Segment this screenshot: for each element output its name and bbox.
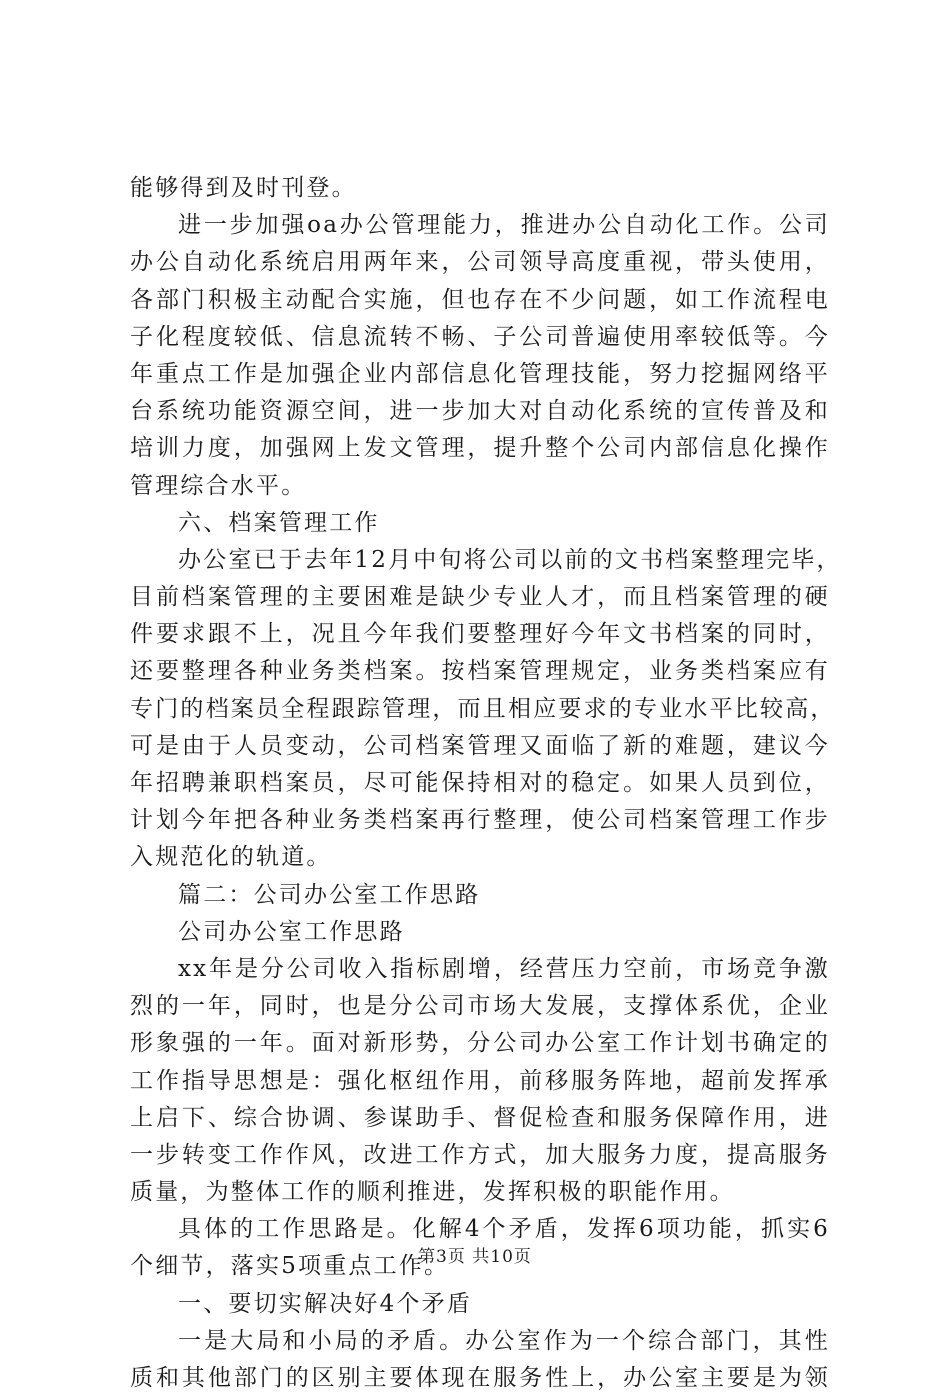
text-line: 入规范化的轨道。 — [130, 844, 332, 871]
text-line: 子化程度较低、信息流转不畅、子公司普遍使用率较低等。今 — [130, 323, 830, 350]
text-line: 年招聘兼职档案员，尽可能保持相对的稳定。如果人员到位， — [130, 770, 830, 796]
text-line: 六、档案管理工作 — [178, 509, 380, 536]
text-line: 一步转变工作作风，改进工作方式，加大服务力度，提高服务 — [130, 1141, 830, 1168]
text-line: 年重点工作是加强企业内部信息化管理技能，努力挖掘网络平 — [130, 360, 830, 387]
text-line: 上启下、综合协调、参谋助手、督促检查和服务保障作用，进 — [130, 1104, 830, 1131]
text-line: 计划今年把各种业务类档案再行整理，使公司档案管理工作步 — [130, 807, 830, 834]
text-line: 公司办公室工作思路 — [178, 918, 405, 945]
text-line: 台系统功能资源空间，进一步加大对自动化系统的宣传普及和 — [130, 398, 830, 425]
text-line: 个细节，落实5项重点工作。 — [130, 1253, 450, 1280]
text-line: 件要求跟不上，况且今年我们要整理好今年文书档案的同时， — [130, 621, 830, 648]
text-line: 质量，为整体工作的顺利推进，发挥积极的职能作用。 — [130, 1179, 735, 1206]
text-line: 可是由于人员变动，公司档案管理又面临了新的难题，建议今 — [130, 732, 830, 759]
text-line: 一、要切实解决好4个矛盾 — [178, 1290, 473, 1317]
text-line: 烈的一年，同时，也是分公司市场大发展，支撑体系优，企业 — [130, 993, 830, 1020]
text-line: 各部门积极主动配合实施，但也存在不少问题，如工作流程电 — [130, 286, 830, 313]
text-line: 具体的工作思路是。化解4个矛盾，发挥6项功能，抓实6 — [178, 1216, 830, 1243]
text-line: 工作指导思想是：强化枢纽作用，前移服务阵地，超前发挥承 — [130, 1067, 830, 1094]
text-line: 培训力度，加强网上发文管理，提升整个公司内部信息化操作 — [130, 435, 830, 462]
text-line: 一是大局和小局的矛盾。办公室作为一个综合部门，其性 — [178, 1327, 830, 1354]
text-line: 管理综合水平。 — [130, 472, 307, 499]
text-line: 质和其他部门的区别主要体现在服务性上，办公室主要是为领 — [130, 1365, 830, 1391]
page-footer: 第3页 共10页 — [418, 1247, 532, 1267]
text-line: 能够得到及时刊登。 — [130, 175, 357, 201]
text-line: 篇二：公司办公室工作思路 — [178, 881, 481, 908]
text-line: 形象强的一年。面对新形势，分公司办公室工作计划书确定的 — [130, 1030, 830, 1057]
text-line: 专门的档案员全程跟踪管理，而且相应要求的专业水平比较高， — [130, 695, 836, 722]
document-body — [130, 170, 842, 1397]
text-line: xx年是分公司收入指标剧增，经营压力空前，市场竞争激 — [178, 955, 830, 982]
text-line: 目前档案管理的主要困难是缺少专业人才，而且档案管理的硬 — [130, 584, 830, 611]
text-line: 办公自动化系统启用两年来，公司领导高度重视，带头使用， — [130, 249, 830, 276]
text-line: 进一步加强oa办公管理能力，推进办公自动化工作。公司 — [178, 212, 830, 239]
text-line: 还要整理各种业务类档案。按档案管理规定，业务类档案应有 — [130, 658, 830, 685]
text-line: 办公室已于去年12月中旬将公司以前的文书档案整理完毕， — [178, 546, 842, 573]
